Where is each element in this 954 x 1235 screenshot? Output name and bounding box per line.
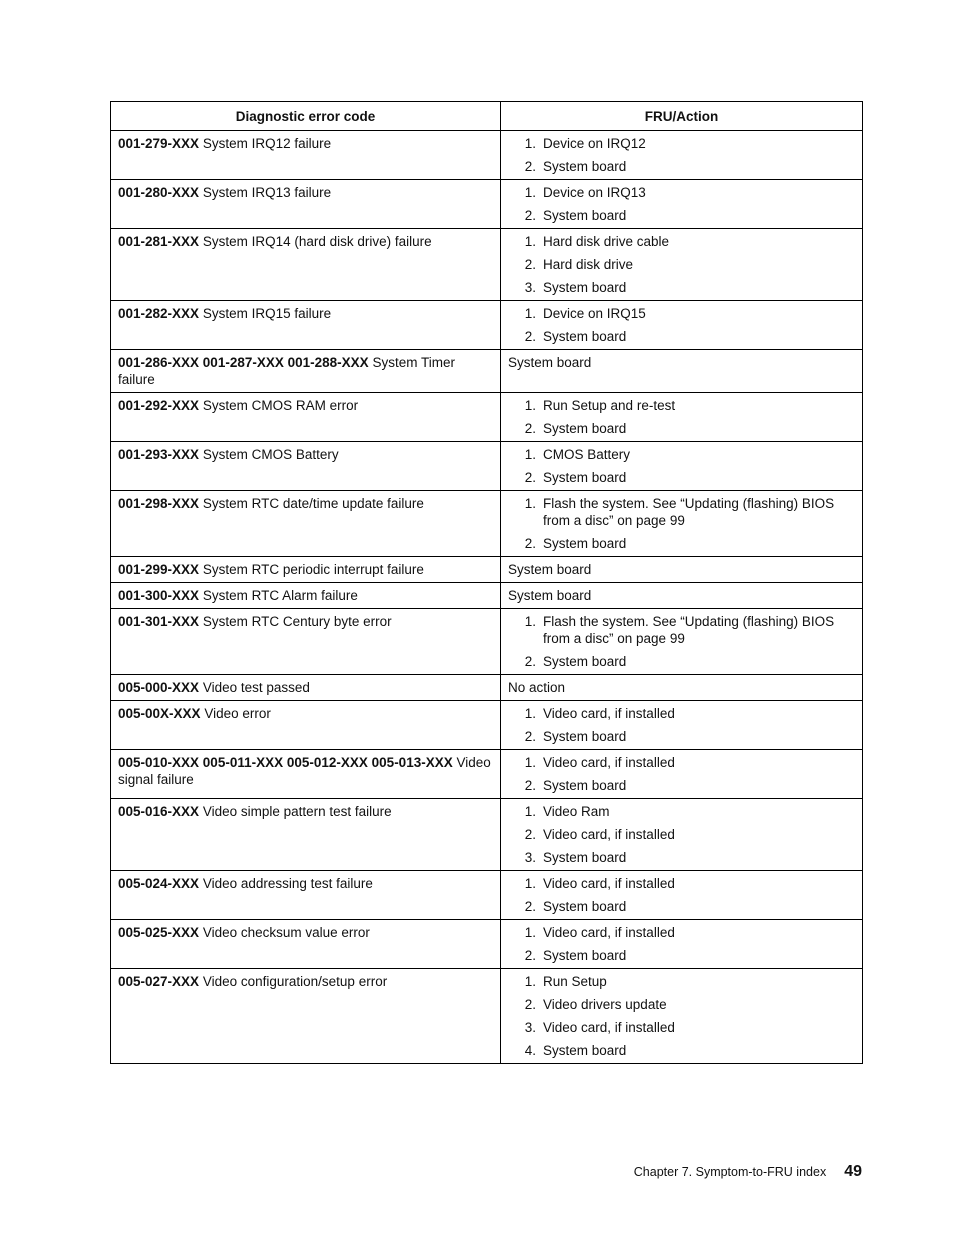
error-code: 001-282-XXX — [118, 306, 200, 321]
error-code-cell — [111, 871, 501, 920]
table-row — [111, 969, 863, 1064]
action-text: Run Setup and re-test — [543, 398, 676, 413]
action-text: System board — [543, 470, 627, 485]
action-text: Hard disk drive cable — [543, 234, 670, 249]
action-item — [508, 777, 855, 794]
fru-action-cell — [501, 491, 863, 557]
table-row — [111, 131, 863, 180]
action-number: 3. — [524, 280, 536, 295]
error-code: 005-024-XXX — [118, 876, 200, 891]
action-text: Flash the system. See “Updating (flashing) BIOS from a disc” on page 99 — [543, 496, 835, 528]
error-code: 001-280-XXX — [118, 185, 200, 200]
error-description: System IRQ13 failure — [202, 185, 332, 200]
fru-action-cell — [501, 675, 863, 701]
table-row — [111, 442, 863, 491]
action-number: 2. — [524, 654, 536, 669]
action-item — [508, 996, 855, 1013]
error-code-cell — [111, 750, 501, 799]
fru-action-cell — [501, 609, 863, 675]
action-item — [508, 328, 855, 345]
action-number: 1. — [524, 876, 536, 891]
fru-action-cell — [501, 701, 863, 750]
error-description: System RTC date/time update failure — [202, 496, 424, 511]
page-number: 49 — [844, 1163, 862, 1180]
action-text: Video drivers update — [543, 997, 667, 1012]
action-item — [508, 653, 855, 670]
action-text: Run Setup — [543, 974, 607, 989]
action-text: Hard disk drive — [543, 257, 634, 272]
table-row — [111, 871, 863, 920]
action-item — [508, 535, 855, 552]
action-item — [508, 446, 855, 463]
action-number: 1. — [524, 398, 536, 413]
table-row — [111, 583, 863, 609]
table-row — [111, 491, 863, 557]
error-code-cell — [111, 491, 501, 557]
error-description: System IRQ15 failure — [202, 306, 332, 321]
table-row — [111, 180, 863, 229]
error-code-cell — [111, 701, 501, 750]
action-number: 1. — [524, 496, 536, 511]
action-number: 2. — [524, 778, 536, 793]
action-list — [508, 705, 855, 745]
chapter-title: Chapter 7. Symptom-to-FRU index — [633, 1165, 827, 1179]
action-number: 1. — [524, 447, 536, 462]
action-item — [508, 613, 855, 647]
table-row — [111, 750, 863, 799]
error-description: System IRQ14 (hard disk drive) failure — [202, 234, 432, 249]
error-code-cell — [111, 969, 501, 1064]
fru-action-cell — [501, 393, 863, 442]
action-list — [508, 495, 855, 552]
action-number: 1. — [524, 706, 536, 721]
error-code: 001-279-XXX — [118, 136, 200, 151]
action-item — [508, 233, 855, 250]
error-code-cell — [111, 557, 501, 583]
action-item — [508, 826, 855, 843]
action-number: 1. — [524, 614, 536, 629]
fru-action-cell — [501, 229, 863, 301]
fru-action-cell — [501, 799, 863, 871]
table-row — [111, 229, 863, 301]
action-text: System board — [543, 1043, 627, 1058]
error-description: Video signal failure — [118, 755, 491, 787]
fru-action-cell — [501, 969, 863, 1064]
table-row — [111, 675, 863, 701]
error-code: 005-000-XXX — [118, 680, 200, 695]
action-text: Video card, if installed — [543, 925, 675, 940]
table-row — [111, 350, 863, 393]
error-code: 001-281-XXX — [118, 234, 200, 249]
error-description: System RTC Century byte error — [202, 614, 392, 629]
action-text: System board — [508, 588, 592, 603]
error-code-cell — [111, 350, 501, 393]
action-list — [508, 233, 855, 296]
action-number: 1. — [524, 234, 536, 249]
action-number: 1. — [524, 306, 536, 321]
action-text: System board — [508, 355, 592, 370]
error-code: 001-298-XXX — [118, 496, 200, 511]
action-number: 1. — [524, 755, 536, 770]
table-body — [111, 131, 863, 1064]
action-text: System board — [543, 850, 627, 865]
action-number: 1. — [524, 185, 536, 200]
error-description: Video addressing test failure — [202, 876, 373, 891]
error-code-cell — [111, 675, 501, 701]
error-code-cell — [111, 609, 501, 675]
action-text: System board — [543, 280, 627, 295]
error-code-cell — [111, 799, 501, 871]
action-item — [508, 849, 855, 866]
fru-action-cell — [501, 131, 863, 180]
error-description: System IRQ12 failure — [202, 136, 332, 151]
action-list — [508, 397, 855, 437]
action-item — [508, 184, 855, 201]
error-code: 005-027-XXX — [118, 974, 200, 989]
action-number: 1. — [524, 974, 536, 989]
error-description: Video simple pattern test failure — [202, 804, 392, 819]
action-number: 2. — [524, 729, 536, 744]
action-number: 2. — [524, 159, 536, 174]
table-row — [111, 301, 863, 350]
action-item — [508, 924, 855, 941]
error-description: Video configuration/setup error — [202, 974, 388, 989]
action-number: 1. — [524, 804, 536, 819]
action-item — [508, 420, 855, 437]
action-text: System board — [543, 729, 627, 744]
action-text: Video card, if installed — [543, 755, 675, 770]
action-list — [508, 803, 855, 866]
action-item — [508, 1019, 855, 1036]
action-text: Flash the system. See “Updating (flashing) BIOS from a disc” on page 99 — [543, 614, 835, 646]
action-number: 1. — [524, 925, 536, 940]
action-text: Device on IRQ12 — [543, 136, 646, 151]
error-description: System RTC periodic interrupt failure — [202, 562, 424, 577]
action-text: Video card, if installed — [543, 876, 675, 891]
error-code-cell — [111, 301, 501, 350]
action-list — [508, 135, 855, 175]
action-item — [508, 947, 855, 964]
error-description: Video test passed — [202, 680, 310, 695]
error-code-cell — [111, 180, 501, 229]
action-text: System board — [543, 778, 627, 793]
action-item — [508, 305, 855, 322]
action-list — [508, 613, 855, 670]
action-number: 2. — [524, 536, 536, 551]
error-description: Video error — [204, 706, 271, 721]
table-row — [111, 701, 863, 750]
table-header-row — [111, 102, 863, 131]
action-item — [508, 135, 855, 152]
table-row — [111, 557, 863, 583]
action-text: Video card, if installed — [543, 827, 675, 842]
action-text: System board — [543, 948, 627, 963]
action-number: 2. — [524, 948, 536, 963]
table-row — [111, 609, 863, 675]
action-text: System board — [508, 562, 592, 577]
fru-action-cell — [501, 350, 863, 393]
diagnostic-error-table — [110, 101, 863, 1064]
fru-action-cell — [501, 871, 863, 920]
action-item — [508, 803, 855, 820]
action-text: System board — [543, 654, 627, 669]
action-item — [508, 875, 855, 892]
action-text: Device on IRQ13 — [543, 185, 646, 200]
action-number: 4. — [524, 1043, 536, 1058]
action-number: 2. — [524, 899, 536, 914]
action-text: Video card, if installed — [543, 1020, 675, 1035]
action-list — [508, 184, 855, 224]
action-number: 3. — [524, 850, 536, 865]
action-text: System board — [543, 159, 627, 174]
action-item — [508, 705, 855, 722]
fru-action-cell — [501, 920, 863, 969]
fru-action-cell — [501, 442, 863, 491]
action-text: Video Ram — [543, 804, 610, 819]
error-description: System CMOS Battery — [202, 447, 339, 462]
fru-action-cell — [501, 180, 863, 229]
error-code: 001-292-XXX — [118, 398, 200, 413]
action-item — [508, 207, 855, 224]
action-text: System board — [543, 536, 627, 551]
action-item — [508, 256, 855, 273]
error-code: 005-00X-XXX — [118, 706, 201, 721]
error-code: 001-301-XXX — [118, 614, 200, 629]
action-item — [508, 973, 855, 990]
action-number: 2. — [524, 421, 536, 436]
error-code: 001-300-XXX — [118, 588, 200, 603]
action-text: CMOS Battery — [543, 447, 631, 462]
action-number: 2. — [524, 470, 536, 485]
action-number: 2. — [524, 257, 536, 272]
action-item — [508, 898, 855, 915]
action-number: 3. — [524, 1020, 536, 1035]
error-code: 001-286-XXX 001-287-XXX 001-288-XXX — [118, 355, 369, 370]
error-code-cell — [111, 920, 501, 969]
error-code-cell — [111, 583, 501, 609]
action-item — [508, 495, 855, 529]
action-list — [508, 305, 855, 345]
action-item — [508, 397, 855, 414]
table-row — [111, 393, 863, 442]
error-code-cell — [111, 131, 501, 180]
table-row — [111, 799, 863, 871]
error-description: System Timer failure — [118, 355, 455, 387]
action-text: System board — [543, 899, 627, 914]
fru-action-cell — [501, 301, 863, 350]
table-row — [111, 920, 863, 969]
action-number: 2. — [524, 827, 536, 842]
action-item — [508, 158, 855, 175]
error-code: 005-010-XXX 005-011-XXX 005-012-XXX 005-013-XXX — [118, 755, 453, 770]
error-code-cell — [111, 442, 501, 491]
error-description: System CMOS RAM error — [202, 398, 359, 413]
action-item — [508, 754, 855, 771]
error-description: System RTC Alarm failure — [202, 588, 358, 603]
action-list — [508, 446, 855, 486]
error-code-cell — [111, 229, 501, 301]
action-text: System board — [543, 329, 627, 344]
error-code-cell — [111, 393, 501, 442]
error-code: 001-299-XXX — [118, 562, 200, 577]
action-list — [508, 875, 855, 915]
action-item — [508, 1042, 855, 1059]
fru-action-cell — [501, 750, 863, 799]
fru-action-cell — [501, 583, 863, 609]
fru-action-cell — [501, 557, 863, 583]
error-code: 005-025-XXX — [118, 925, 200, 940]
action-item — [508, 728, 855, 745]
action-item — [508, 469, 855, 486]
action-number: 2. — [524, 329, 536, 344]
action-text: System board — [543, 421, 627, 436]
action-text: Device on IRQ15 — [543, 306, 646, 321]
action-text: System board — [543, 208, 627, 223]
error-code: 005-016-XXX — [118, 804, 200, 819]
page-footer — [634, 1163, 862, 1181]
action-number: 2. — [524, 208, 536, 223]
action-text: Video card, if installed — [543, 706, 675, 721]
error-code: 001-293-XXX — [118, 447, 200, 462]
action-number: 2. — [524, 997, 536, 1012]
header-fru-action: FRU/Action — [501, 102, 863, 131]
action-number: 1. — [524, 136, 536, 151]
action-text: No action — [508, 680, 566, 695]
action-list — [508, 924, 855, 964]
header-diagnostic-code: Diagnostic error code — [111, 102, 501, 131]
action-list — [508, 754, 855, 794]
action-list — [508, 973, 855, 1059]
action-item — [508, 279, 855, 296]
error-description: Video checksum value error — [202, 925, 370, 940]
